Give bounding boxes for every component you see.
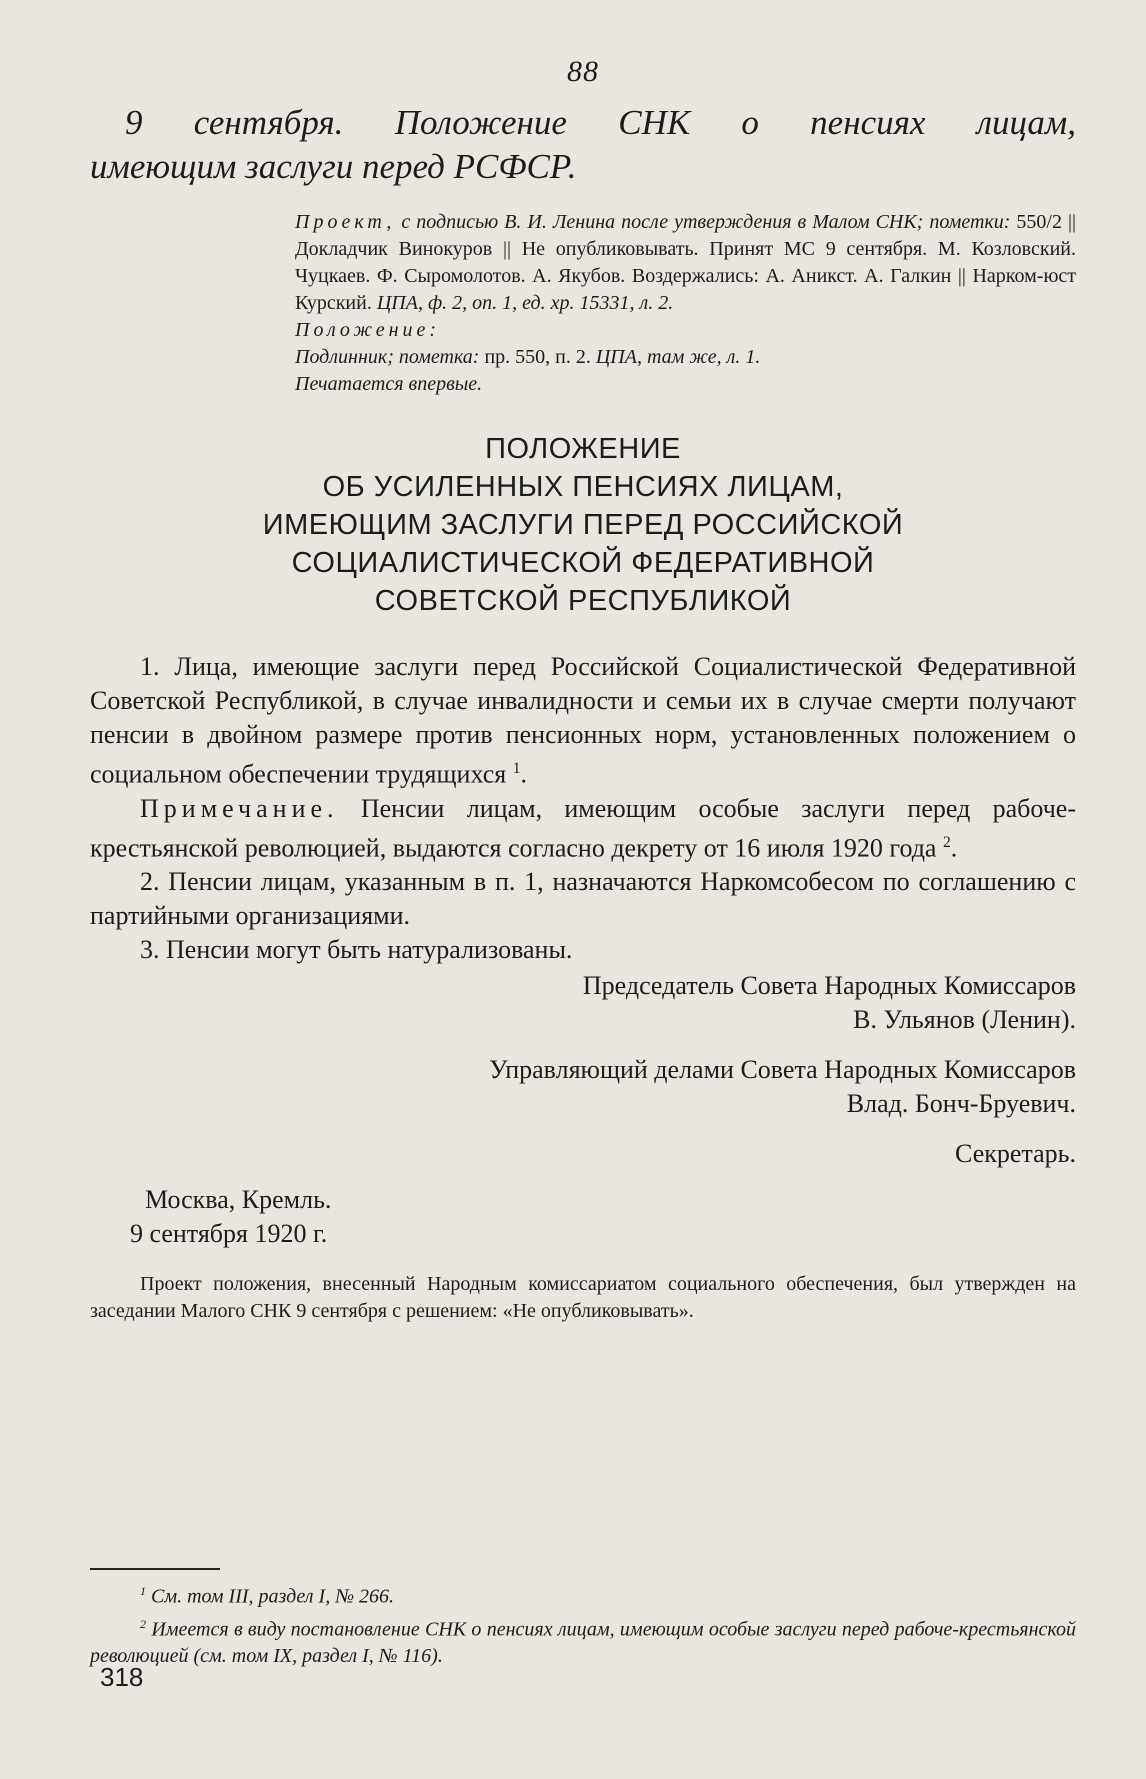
footnote-divider (90, 1568, 220, 1570)
document-title (90, 430, 1076, 620)
place-date: 9 сентября 1920 г. (130, 1219, 328, 1249)
document-heading (90, 101, 1076, 189)
title-line-1: ПОЛОЖЕНИЕ (485, 433, 681, 465)
archival-note (295, 209, 1076, 398)
title-line-2: ОБ УСИЛЕННЫХ ПЕНСИЯХ ЛИЦАМ, (322, 471, 844, 503)
page-number: 318 (100, 1662, 144, 1692)
secretary: Секретарь. (955, 1139, 1076, 1169)
polozhenie-label: Положение: (295, 319, 441, 341)
archival-polozhenie (295, 317, 1076, 344)
archival-first-published: Печатается впервые. (295, 373, 483, 395)
note-label: Примечание. (140, 793, 339, 823)
proekt-label: Проект, (295, 211, 396, 233)
original-body: пр. 550, п. 2. (484, 346, 596, 368)
archival-original (295, 344, 1076, 371)
chair-name: В. Ульянов (Ленин). (853, 1005, 1076, 1035)
footnotes (90, 1568, 1076, 1670)
manager-title: Управляющий делами Совета Народных Комиссаров (489, 1055, 1076, 1085)
heading-line-2: имеющим заслуги перед РСФСР. (90, 147, 577, 186)
document-number: 88 (567, 55, 599, 88)
title-line-3: ИМЕЮЩИМ ЗАСЛУГИ ПЕРЕД РОССИЙСКОЙ (262, 509, 904, 541)
editorial-note: Проект положения, внесенный Народным комиссариатом социального обеспечения, был утвержден на заседании Малого СНК 9 сентября с решением: «Не опубликовывать». (90, 1273, 1076, 1323)
manager-name: Влад. Бонч-Бруевич. (846, 1089, 1076, 1119)
original-source: ЦПА, там же, л. 1. (595, 346, 761, 368)
document-body (90, 650, 1076, 967)
title-line-4: СОЦИАЛИСТИЧЕСКОЙ ФЕДЕРАТИВНОЙ (291, 547, 875, 579)
chair-title: Председатель Совета Народных Комиссаров (582, 971, 1076, 1001)
heading-line-1: 9 сентября. Положение СНК о пенсиях лицам, (125, 103, 1076, 142)
clause-1: 1. Лица, имеющие заслуги перед Российской Социалистической Федеративной Советской Республикой, в случае инвалидности и семьи их в случае смерти получают пенсии в двойном размере против пенсионных норм, установленных положением о социальном обеспечении трудящихся $^1$. (90, 652, 1076, 789)
footnote-1: $^1$ См. том III, раздел I, № 266. (140, 1584, 395, 1608)
footnote-ref-1: 1 (512, 760, 521, 777)
clause-3: 3. Пенсии могут быть натурализованы. (140, 935, 573, 965)
proekt-body: 550/2 || Докладчик Винокуров || Не опубликовывать. Принят МС 9 сентября. М. Козловский. Чуцкаев. Ф. Сыромолотов. А. Якубов. Воздержались: А. Аникст. А. Галкин || Нарком-юст Курский. (295, 211, 1076, 314)
clause-2: 2. Пенсии лицам, указанным в п. 1, назначаются Наркомсобесом по соглашению с партийными организациями. (90, 867, 1076, 931)
title-line-5: СОВЕТСКОЙ РЕСПУБЛИКОЙ (374, 585, 792, 617)
place-and-date (90, 1183, 1076, 1251)
proekt-source: ЦПА, ф. 2, оп. 1, ед. хр. 15331, л. 2. (376, 292, 674, 314)
original-label: Подлинник; пометка: (295, 346, 485, 368)
signatures (90, 969, 1076, 1171)
footnote-2: $^2$ Имеется в виду постановление СНК о пенсиях лицам, имеющим особые заслуги перед рабоче-крестьянской революцией (см. том IX, раздел I, № 116). (90, 1616, 1076, 1668)
place-city: Москва, Кремль. (145, 1185, 332, 1215)
clause-note: Примечание. Пенсии лицам, имеющим особые заслуги перед рабоче-крестьянской революцией, выдаются согласно декрету от 16 июля 1920 года $^2$. (90, 793, 1076, 863)
archival-proekt (295, 209, 1076, 317)
footnote-ref-2: 2 (942, 833, 951, 851)
proekt-desc: с подписью В. И. Ленина после утверждения в Малом СНК; пометки: (395, 211, 1017, 233)
